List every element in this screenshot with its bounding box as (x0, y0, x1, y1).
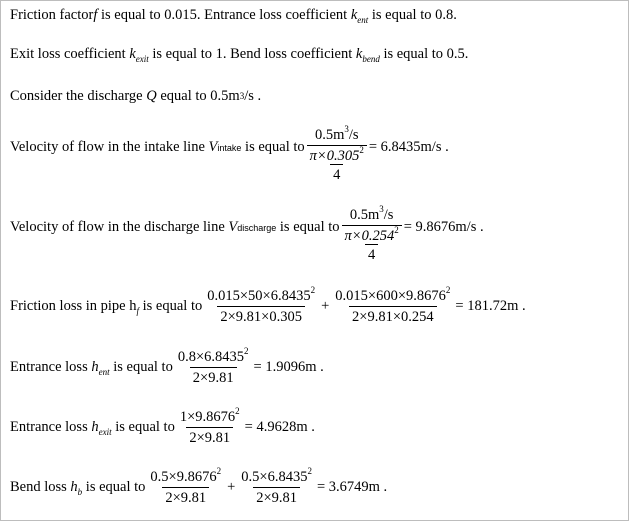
equation-exit-loss (10, 406, 315, 446)
fraction-denominator: 2×9.81 (190, 367, 237, 386)
fraction-denominator: 2×9.81×0.254 (349, 306, 437, 325)
equation-connector: is equal to (109, 359, 173, 375)
fraction-denominator: 2×9.81×0.305 (217, 306, 305, 325)
equation-discharge-velocity (10, 204, 484, 265)
equation-intake-velocity (10, 124, 449, 185)
fraction-numerator: $0.015\times 600\times 9.8676^2$ (335, 285, 451, 304)
equation-label: Entrance loss (10, 359, 92, 375)
symbol-subscript: discharge (237, 223, 277, 233)
equation-label: Friction loss in pipe h (10, 298, 137, 314)
symbol-subscript: bend (362, 53, 380, 64)
text-segment: equal to (156, 88, 211, 104)
symbol-subscript: f (136, 305, 139, 316)
fraction-sub-denominator: 4 (365, 244, 378, 263)
value: 0.5m (210, 88, 240, 104)
fraction (342, 204, 402, 265)
fraction (175, 346, 252, 386)
equation-result: = 6.8435m/s . (368, 139, 449, 155)
equation-bend-loss (10, 466, 388, 506)
fraction-numerator: $0.5m^3/s$ (314, 124, 359, 143)
fraction-numerator: $0.5m^3/s$ (349, 204, 394, 223)
text-line-exit-loss (10, 46, 468, 63)
equation-connector: is equal to (82, 479, 146, 495)
symbol-k: k (129, 46, 136, 62)
fraction-denominator: 2×9.81 (162, 487, 209, 506)
symbol-v: V (208, 139, 218, 155)
equation-label: Bend loss (10, 479, 71, 495)
equation-label: Velocity of flow in the discharge line (10, 219, 229, 235)
text-segment: Exit loss coefficient (10, 46, 130, 62)
fraction (332, 285, 453, 325)
fraction-denominator: $\pi\times 0.305^2$ 4 (307, 145, 367, 185)
value-unit: /s . (244, 88, 262, 104)
equation-friction-loss (10, 285, 526, 325)
equation-connector: is equal to (139, 298, 203, 314)
equation-connector: is equal to (111, 419, 175, 435)
text-segment: is equal to 0.015. Entrance loss coefficient (97, 7, 351, 23)
fraction-denominator: 2×9.81 (186, 427, 233, 446)
text-line-friction-factor (10, 7, 457, 24)
symbol-h: h (91, 359, 99, 375)
text-line-discharge: Consider the discharge Q equal to 0.5m $^3$ /s . (10, 88, 262, 104)
symbol-f: f (93, 7, 98, 23)
text-segment: Consider the discharge (10, 88, 147, 104)
equation-result: = 3.6749m . (316, 479, 388, 495)
fraction-denominator: 2×9.81 (253, 487, 300, 506)
fraction (147, 466, 224, 506)
equation-entrance-loss (10, 346, 324, 386)
equation-label: Entrance loss (10, 419, 92, 435)
text-segment: is equal to 0.8. (368, 7, 457, 23)
fraction-denominator: $\pi\times 0.254^2$ 4 (342, 225, 402, 265)
fraction-sub-denominator: 4 (330, 164, 343, 183)
equation-result: = 181.72m . (455, 298, 526, 314)
equation-connector: is equal to (276, 219, 340, 235)
equation-result: = 9.8676m/s . (403, 219, 484, 235)
fraction-numerator: $0.8\times 6.8435^2$ (177, 346, 249, 365)
fraction (177, 406, 243, 446)
symbol-q: Q (146, 88, 157, 104)
fraction-numerator: $0.5\times 6.8435^2$ (241, 466, 312, 485)
equation-connector: is equal to (241, 139, 305, 155)
fraction-numerator: $0.5\times 9.8676^2$ (150, 466, 222, 485)
text-segment: is equal to 1. Bend loss coefficient (148, 46, 356, 62)
plus-operator: + (227, 479, 236, 495)
fraction (238, 466, 315, 506)
equation-label: Velocity of flow in the intake line (10, 139, 209, 155)
symbol-subscript: exit (98, 426, 112, 437)
symbol-h: h (91, 419, 99, 435)
symbol-h: h (70, 479, 78, 495)
symbol-subscript: ent (357, 14, 369, 25)
fraction-numerator: $1\times 9.8676^2$ (179, 406, 240, 425)
fraction (204, 285, 318, 325)
symbol-k: k (355, 46, 363, 62)
symbol-subscript: intake (217, 143, 242, 153)
symbol-subscript: ent (98, 366, 110, 377)
plus-operator: + (321, 298, 330, 314)
equation-result: = 4.9628m . (244, 419, 315, 435)
equation-result: = 1.9096m . (253, 359, 324, 375)
symbol-subscript: exit (135, 53, 149, 64)
symbol-v: V (228, 219, 238, 235)
symbol-subscript: b (77, 486, 83, 497)
fraction (307, 124, 367, 185)
text-segment: is equal to 0.5. (379, 46, 469, 62)
symbol-k: k (350, 7, 358, 23)
fraction-numerator: $0.015\times 50\times 6.8435^2$ (207, 285, 316, 304)
text-segment: Friction factor (10, 7, 94, 23)
